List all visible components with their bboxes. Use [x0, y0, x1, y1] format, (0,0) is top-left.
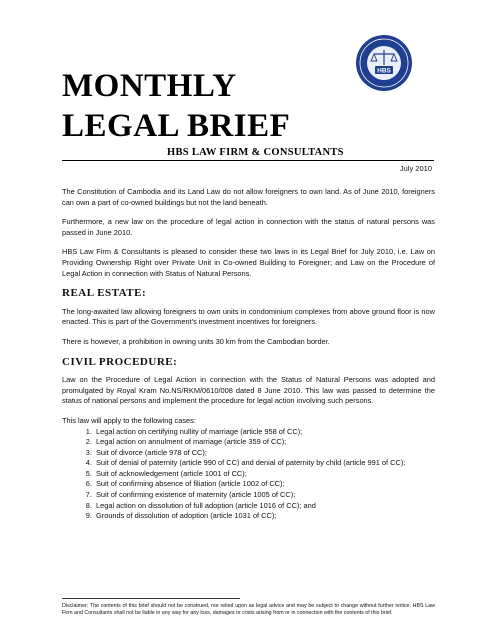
list-item: 8. Legal action on dissolution of full adoption (article 1016 of CC); and: [94, 501, 435, 512]
list-item: 5. Suit of acknowledgement (article 1001 of CC);: [94, 469, 435, 480]
list-item: 6. Suit of confirming absence of filiation (article 1002 of CC);: [94, 479, 435, 490]
real-estate-heading: REAL ESTATE:: [62, 287, 147, 300]
list-item: 7. Suit of confirming existence of maternity (article 1005 of CC);: [94, 490, 435, 501]
list-item: 4. Suit of denial of paternity (article 990 of CC) and denial of paternity by child (article 991 of CC);: [94, 458, 435, 469]
civil-procedure-paragraph-1: Law on the Procedure of Legal Action in connection with the Status of Natural Persons was adopted and promulgated by Royal Kram No.NS/RKM/0610/008 dated 8 June 2010. This law was passed to determine the status of national persons and implement the procedure for legal action involving such persons.: [62, 375, 435, 406]
intro-paragraph-2: Furthermore, a new law on the procedure of legal action in connection with the status of natural persons was passed in June 2010.: [62, 217, 435, 237]
header-rule: [62, 160, 434, 161]
hbs-logo: [355, 34, 413, 92]
case-list-intro: This law will apply to the following cases:: [62, 415, 196, 425]
list-item: 3. Suit of divorce (article 978 of CC);: [94, 448, 435, 459]
title-line-1: MONTHLY: [62, 68, 237, 104]
real-estate-paragraph-1: The long-awaited law allowing foreigners to own units in condominium complexes from above ground floor is now enacted. This is part of the Government's investment incentives for foreigners.: [62, 306, 435, 327]
issue-date: July 2010: [399, 164, 432, 173]
title-line-2: LEGAL BRIEF: [62, 108, 291, 144]
firm-name: HBS LAW FIRM & CONSULTANTS: [167, 147, 344, 158]
logo-text: HBS: [377, 67, 391, 75]
page-title: [62, 66, 290, 146]
civil-procedure-heading: CIVIL PROCEDURE:: [62, 355, 178, 368]
brief-body: [62, 187, 435, 522]
case-list: [62, 427, 435, 522]
disclaimer: Disclaimer: The contents of this brief should not be construed, nor relied upon as legal advice and may be subject to change without further notice. HBS Law Firm and Consultants shall not be liable in any way for any loss, damages or costs arising from or in connection with the contents of this brief.: [62, 603, 435, 616]
intro-paragraph-1: The Constitution of Cambodia and its Land Law do not allow foreigners to own land. As of June 2010, foreigners can own a part of co-owned buildings but not the land beneath.: [62, 187, 435, 207]
footer-rule: [62, 598, 240, 599]
list-item: 2. Legal action on annulment of marriage (article 359 of CC);: [94, 437, 435, 448]
list-item: 1. Legal action on certifying nullity of marriage (article 958 of CC);: [94, 427, 435, 438]
real-estate-paragraph-2: There is however, a prohibition in owning units 30 km from the Cambodian border.: [62, 336, 330, 346]
list-item: 9. Grounds of dissolution of adoption (article 1031 of CC);: [94, 511, 435, 522]
intro-paragraph-3: HBS Law Firm & Consultants is pleased to consider these two laws in its Legal Brief for July 2010, i.e. Law on Providing Ownership Right over Private Unit in Co-owned Building to Foreigner; and Law on the Procedure of Legal Action in connection with Status of Natural Persons.: [62, 247, 435, 278]
